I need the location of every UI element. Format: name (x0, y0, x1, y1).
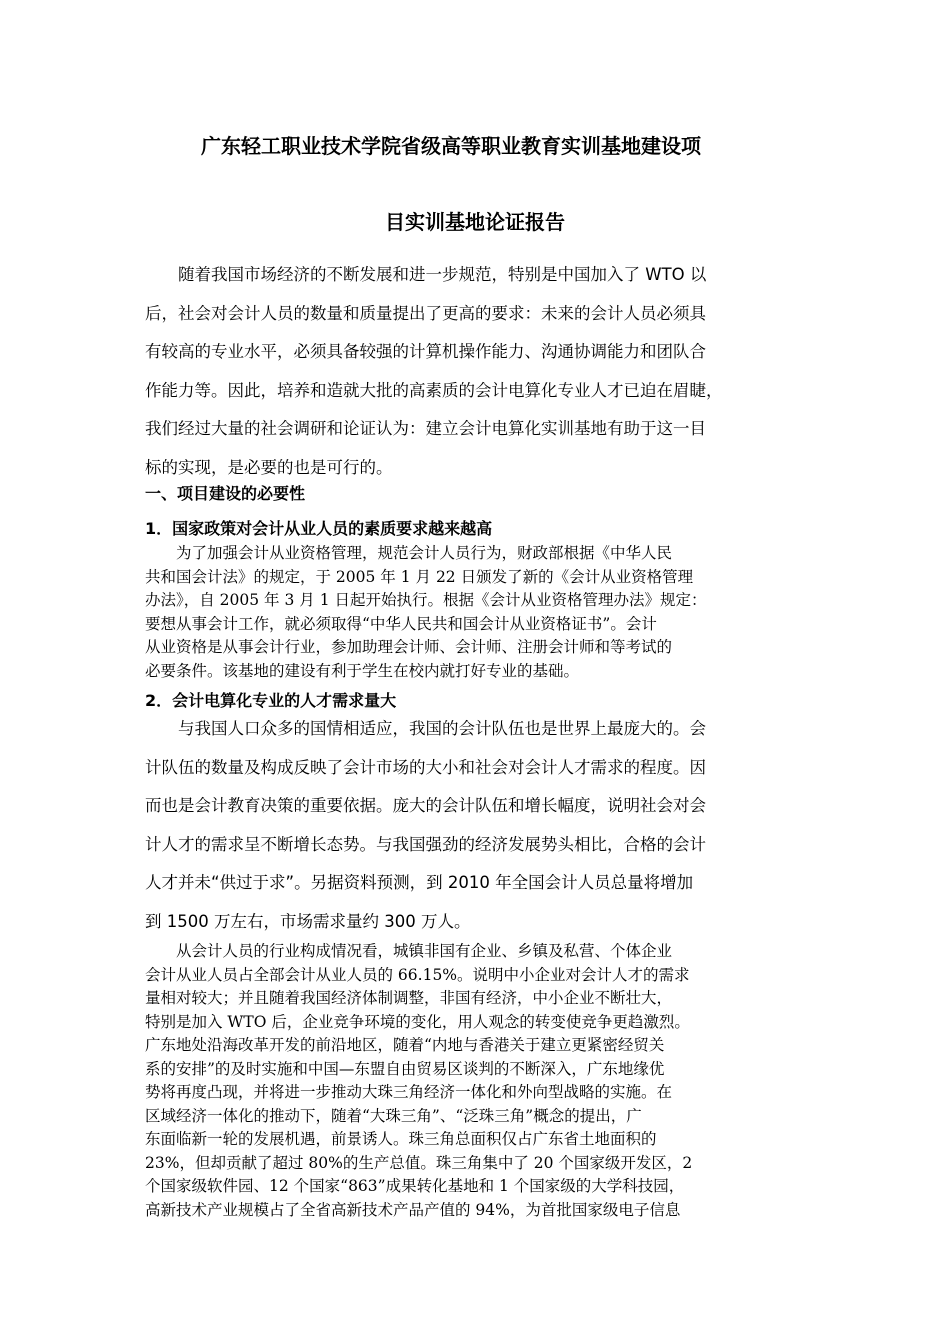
paragraph-line: 共和国会计法》的规定，于 2005 年 1 月 22 日颁发了新的《会计从业资格管理 (145, 567, 694, 586)
paragraph-line: 系的安排”的及时实施和中国—东盟自由贸易区谈判的不断深入，广东地缘优 (145, 1059, 665, 1078)
paragraph-line: 我们经过大量的社会调研和论证认为：建立会计电算化实训基地有助于这一目 (145, 419, 706, 438)
paragraph-line: 从业资格是从事会计行业，参加助理会计师、会计师、注册会计师和等考试的 (145, 638, 673, 656)
paragraph-line: 随着我国市场经济的不断发展和进一步规范，特别是中国加入了 WTO 以 (145, 265, 707, 284)
paragraph-line: 为了加强会计从业资格管理，规范会计人员行为，财政部根据《中华人民 (145, 544, 673, 562)
paragraph-line: 会计从业人员占全部会计从业人员的 66.15%。说明中小企业对会计人才的需求 (145, 965, 690, 984)
paragraph-line: 后，社会对会计人员的数量和质量提出了更高的要求：未来的会计人员必须具 (145, 303, 706, 323)
paragraph-line: 从会计人员的行业构成情况看，城镇非国有企业、乡镇及私营、个体企业 (145, 942, 673, 960)
document-title-line-2: 目实训基地论证报告 (385, 210, 565, 234)
paragraph-line: 计人才的需求呈不断增长态势。与我国强劲的经济发展势头相比，合格的会计 (145, 834, 706, 854)
paragraph-line: 个国家级软件园、12 个国家“863”成果转化基地和 1 个国家级的大学科技园， (145, 1177, 685, 1195)
paragraph-line: 区域经济一体化的推动下，随着“大珠三角”、“泛珠三角”概念的提出，广 (145, 1106, 642, 1125)
paragraph-line: 必要条件。该基地的建设有利于学生在校内就打好专业的基础。 (145, 661, 580, 680)
paragraph-line: 人才并未“供过于求”。另据资料预测，到 2010 年全国会计人员总量将增加 (145, 873, 694, 892)
section-heading: 一、项目建设的必要性 (145, 484, 306, 503)
paragraph-line: 东面临新一轮的发展机遇，前景诱人。珠三角总面积仅占广东省土地面积的 (145, 1130, 657, 1148)
subsection-2-paragraph (145, 710, 810, 941)
paragraph-line: 有较高的专业水平，必须具备较强的计算机操作能力、沟通协调能力和团队合 (145, 342, 706, 361)
intro-paragraph (145, 256, 810, 487)
paragraph-line: 广东地处沿海改革开发的前沿地区，随着“内地与香港关于建立更紧密经贸关 (145, 1036, 665, 1054)
paragraph-line: 高新技术产业规模占了全省高新技术产品产值的 94%，为首批国家级电子信息 (145, 1200, 681, 1219)
paragraph-line: 标的实现，是必要的也是可行的。 (145, 457, 393, 477)
paragraph-line: 办法》，自 2005 年 3 月 1 日起开始执行。根据《会计从业资格管理办法》规定： (145, 591, 707, 609)
paragraph-line: 23%，但却贡献了超过 80%的生产总值。珠三角集中了 20 个国家级开发区，2 (145, 1153, 693, 1172)
paragraph-line: 特别是加入 WTO 后，企业竞争环境的变化，用人观念的转变使竞争更趋激烈。 (145, 1012, 690, 1031)
paragraph-line: 量相对较大；并且随着我国经济体制调整，非国有经济，中小企业不断壮大， (145, 989, 673, 1007)
paragraph-line: 势将再度凸现，并将进一步推动大珠三角经济一体化和外向型战略的实施。在 (145, 1083, 673, 1101)
paragraph-line: 计队伍的数量及构成反映了会计市场的大小和社会对会计人才需求的程度。因 (145, 757, 706, 777)
paragraph-line: 作能力等。因此，培养和造就大批的高素质的会计电算化专业人才已迫在眉睫， (145, 380, 723, 400)
subsection-heading: 1．国家政策对会计从业人员的素质要求越来越高 (145, 519, 493, 538)
document-title-line-1: 广东轻工职业技术学院省级高等职业教育实训基地建设项 (201, 134, 701, 158)
paragraph-3 (145, 940, 810, 1222)
subsection-1-paragraph (145, 542, 810, 683)
paragraph-line: 到 1500 万左右，市场需求量约 300 万人。 (145, 911, 471, 931)
subsection-heading: 2．会计电算化专业的人才需求量大 (145, 691, 397, 710)
paragraph-line: 要想从事会计工作，就必须取得“中华人民共和国会计从业资格证书”。会计 (145, 614, 657, 633)
paragraph-line: 与我国人口众多的国情相适应，我国的会计队伍也是世界上最庞大的。会 (145, 719, 706, 738)
paragraph-line: 而也是会计教育决策的重要依据。庞大的会计队伍和增长幅度，说明社会对会 (145, 796, 706, 815)
